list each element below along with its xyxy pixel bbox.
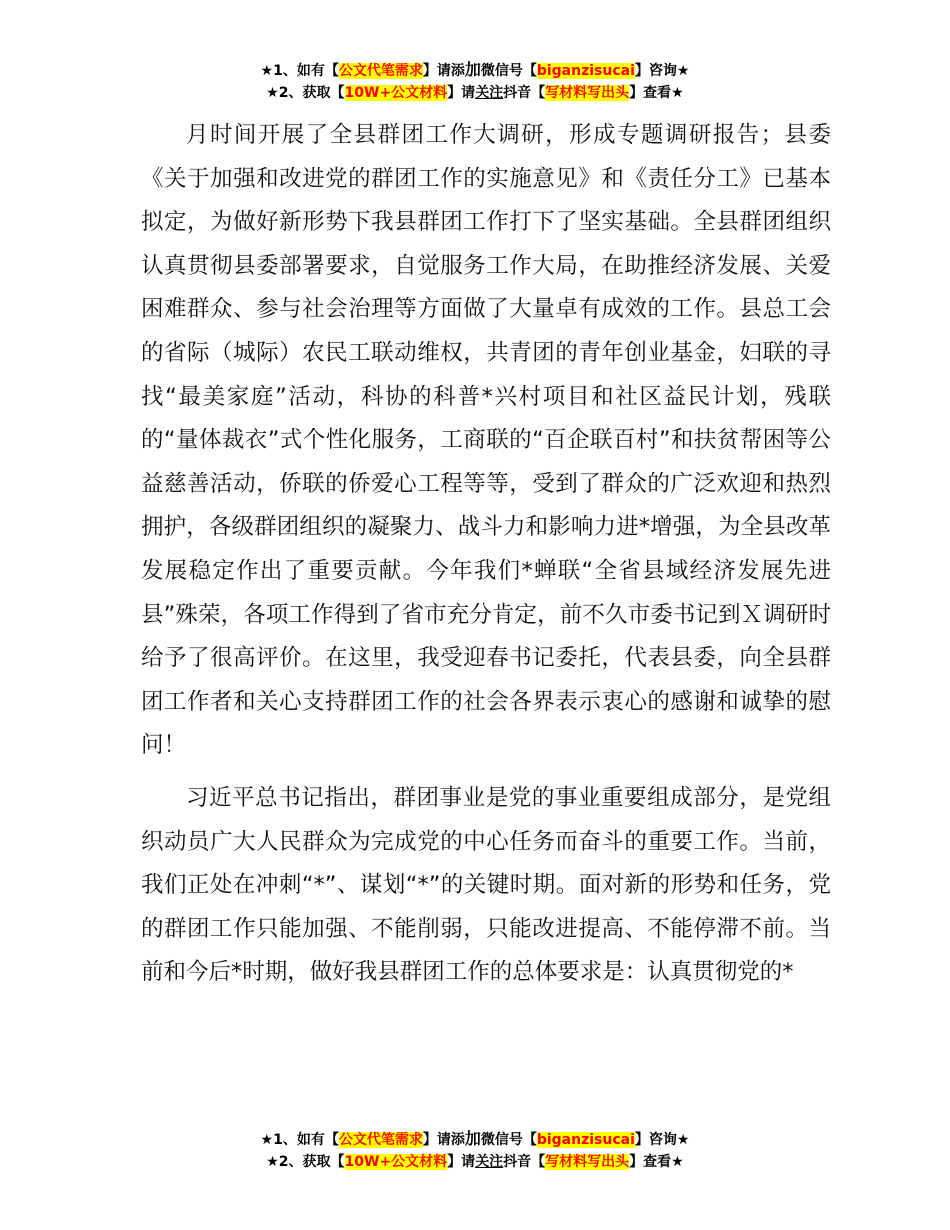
footer-highlight-materials: 10W+公文材料 (344, 1154, 448, 1170)
promo-line-2-follow: 关注 (475, 85, 504, 101)
promo-highlight-douyin: 写材料写出头 (545, 85, 630, 101)
promo-line-2-mid: 】请 (447, 85, 476, 101)
promo-highlight-materials: 10W+公文材料 (344, 85, 448, 101)
promo-line-2-tail: 】查看★ (629, 85, 684, 101)
footer-line-2-mid2: 抖音【 (503, 1154, 546, 1170)
footer-promo-line-2 (0, 1151, 950, 1173)
promo-highlight-ghostwriting: 公文代笔需求 (338, 63, 423, 79)
promo-line-2-mid2: 抖音【 (503, 85, 546, 101)
header-promo-banner (0, 59, 950, 104)
footer-line-1-tail: 】咨询★ (634, 1132, 690, 1148)
footer-highlight-ghostwriting: 公文代笔需求 (338, 1132, 423, 1148)
footer-line-1-mid: 】请添 (422, 1132, 465, 1148)
body-paragraph-1: 月时间开展了全县群团工作大调研，形成专题调研报告；县委《关于加强和改进党的群团工作的实施意见》和《责任分工》已基本拟定，为做好新形势下我县群团工作打下了坚实基础。全县群团组织认真贯彻县委部署要求，自觉服务工作大局，在助推经济发展、关爱困难群众、参与社会治理等方面做了大量卓有成效的工作。县总工会的省际（城际）农民工联动维权，共青团的青年创业基金，妇联的寻找“最美家庭”活动，科协的科普*兴村项目和社区益民计划，残联的“量体裁衣”式个性化服务，工商联的“百企联百村”和扶贫帮困等公益慈善活动，侨联的侨爱心工程等等，受到了群众的广泛欢迎和热烈拥护，各级群团组织的凝聚力、战斗力和影响力进*增强，为全县改革发展稳定作出了重要贡献。今年我们*蝉联“全省县域经济发展先进县”殊荣，各项工作得到了省市充分肯定，前不久市委书记到Ｘ调研时给予了很高评价。在这里，我受迎春书记委托，代表县委，向全县群团工作者和关心支持群团工作的社会各界表示衷心的感谢和诚挚的慰问！ (141, 122, 831, 759)
promo-line-1-tail: 】咨询★ (634, 63, 690, 79)
promo-highlight-wechat-id: biganzisucai (536, 63, 635, 79)
footer-line-1-lead: ★1、如有【 (260, 1132, 339, 1148)
footer-line-2-tail: 】查看★ (629, 1154, 684, 1170)
body-paragraph-2: 习近平总书记指出，群团事业是党的事业重要组成部分，是党组织动员广大人民群众为完成党的中心任务而奋斗的重要工作。当前，我们正处在冲刺“*”、谋划“*”的关键时期。面对新的形势和任务，党的群团工作只能加强、不能削弱，只能改进提高、不能停滞不前。当前和今后*时期，做好我县群团工作的总体要求是：认真贯彻党的* (141, 784, 831, 986)
footer-promo-line-1 (0, 1128, 950, 1151)
promo-line-2-lead: ★2、获取【 (266, 85, 345, 101)
footer-line-2-lead: ★2、获取【 (266, 1154, 345, 1170)
footer-highlight-douyin: 写材料写出头 (545, 1154, 630, 1170)
footer-line-2-follow: 关注 (475, 1154, 504, 1170)
promo-line-2 (0, 82, 950, 104)
promo-line-1 (0, 59, 950, 82)
document-body (141, 114, 831, 995)
promo-line-1-mid: 】请添 (422, 63, 465, 79)
footer-promo-banner (0, 1128, 950, 1173)
promo-line-1-emphasis: 加 (464, 60, 481, 79)
promo-line-1-lead: ★1、如有【 (260, 63, 339, 79)
footer-line-1-emphasis: 加 (464, 1129, 481, 1148)
footer-line-1-mid2: 微信号【 (480, 1132, 537, 1148)
footer-highlight-wechat-id: biganzisucai (536, 1132, 635, 1148)
footer-line-2-mid: 】请 (447, 1154, 476, 1170)
promo-line-1-mid2: 微信号【 (480, 63, 537, 79)
